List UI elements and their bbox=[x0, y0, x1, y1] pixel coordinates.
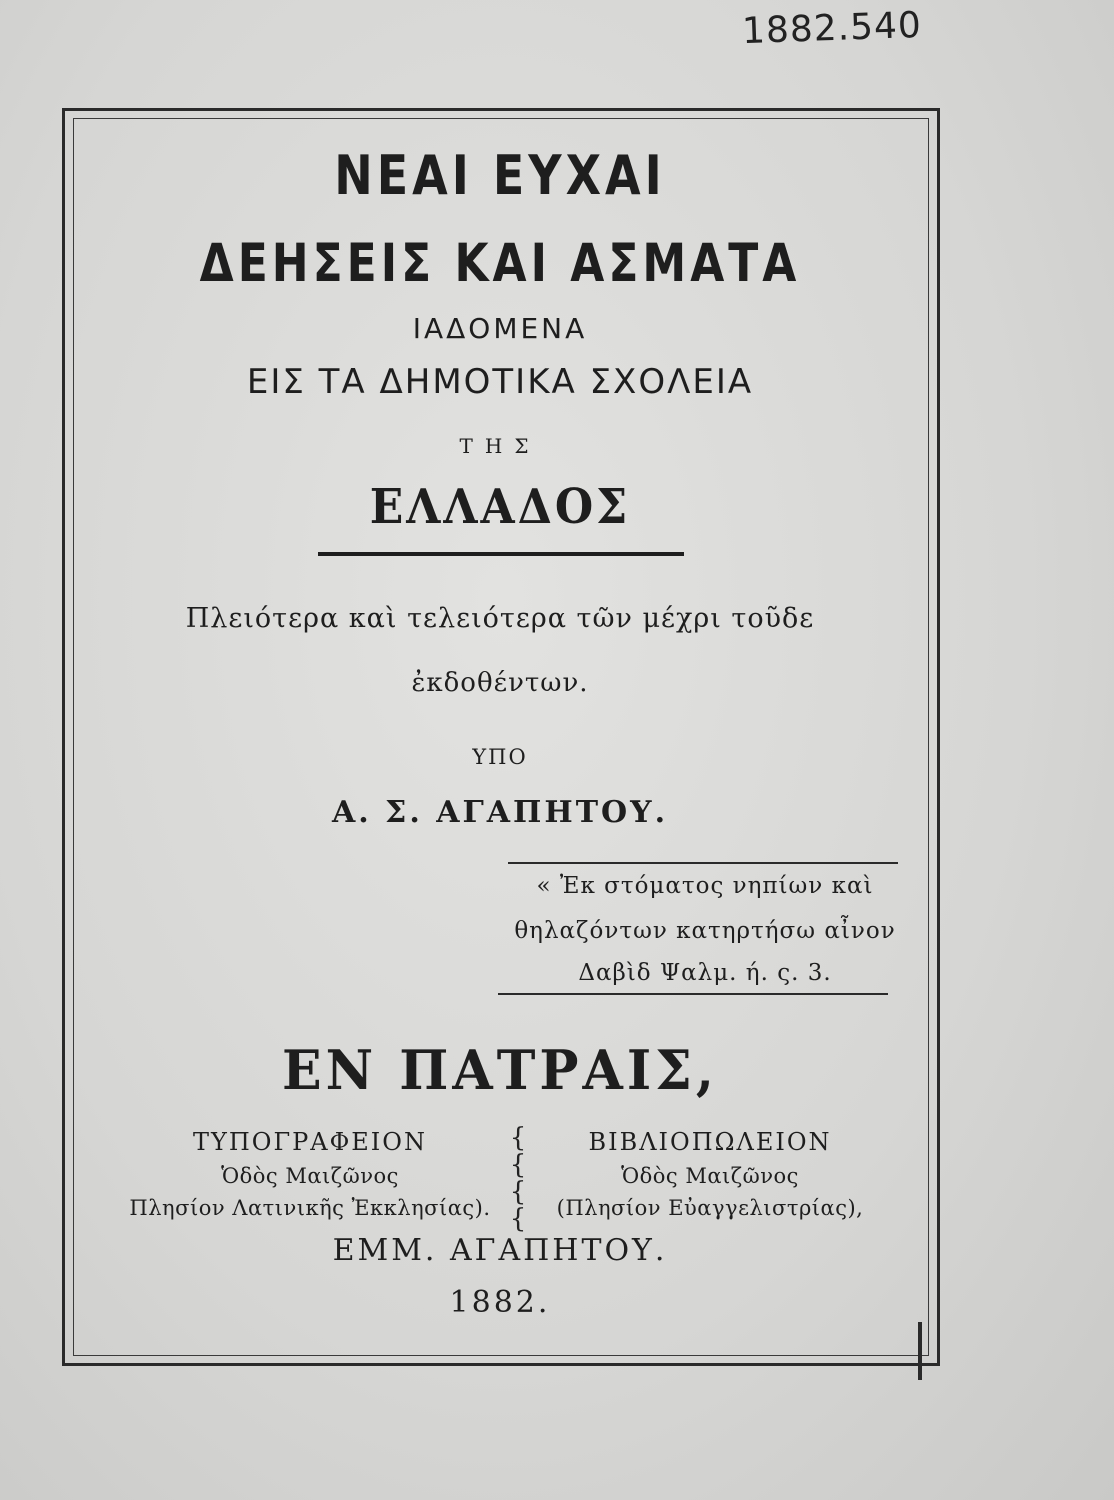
imprint-left-street: Ὁδὸς Μαιζῶνος bbox=[221, 1164, 399, 1188]
by-label: ΥΠΟ bbox=[472, 745, 528, 769]
subtitle-line-2: ΕΙΣ ΤΑ ΔΗΜΟΤΙΚΑ ΣΧΟΛΕΙΑ bbox=[246, 362, 754, 402]
country-heading: ΕΛΛΑΔΟΣ bbox=[369, 479, 631, 536]
epigraph-line-2: θηλαζόντων κατηρτήσω αἶνον bbox=[514, 918, 896, 944]
imprint-right-street: Ὁδὸς Μαιζῶνος bbox=[621, 1164, 799, 1188]
author-name: Α. Σ. ΑΓΑΠΗΤΟΥ. bbox=[331, 795, 669, 830]
imprint-bookshop bbox=[520, 1128, 900, 1228]
epigraph-line-3: Δαβὶδ Ψαλμ. ή. ς. 3. bbox=[578, 960, 832, 986]
description-line-2: ἐκδοθέντων. bbox=[411, 668, 589, 698]
printer-name: ΕΜΜ. ΑΓΑΠΗΤΟΥ. bbox=[332, 1233, 668, 1268]
imprint-right-heading: ΒΙΒΛΙΟΠΩΛΕΙΟΝ bbox=[588, 1128, 832, 1156]
title-line-2: ΔΕΗΣΕΙΣ ΚΑΙ ΑΣΜΑΤΑ bbox=[199, 232, 801, 295]
brace-ornament: { { { { bbox=[509, 1123, 527, 1234]
epigraph-rule-bottom bbox=[498, 993, 888, 995]
imprint-right-location: (Πλησίον Εὐαγγελιστρίας), bbox=[556, 1196, 864, 1220]
imprint-printing-house bbox=[120, 1128, 500, 1228]
epigraph-line-1: « Ἐκ στόματος νηπίων καὶ bbox=[536, 873, 874, 899]
epigraph-rule-top bbox=[508, 862, 898, 864]
description-line-1: Πλειότερα καὶ τελειότερα τῶν μέχρι τοῦδε bbox=[185, 603, 815, 634]
publication-place: ΕΝ ΠΑΤΡΑΙΣ, bbox=[281, 1038, 719, 1103]
shelfmark-handwritten: 1882.540 bbox=[741, 4, 923, 53]
publication-year: 1882. bbox=[449, 1285, 551, 1320]
imprint-left-location: Πλησίον Λατινικῆς Ἐκκλησίας). bbox=[129, 1196, 491, 1220]
imprint-left-heading: ΤΥΠΟΓΡΑΦΕΙΟΝ bbox=[193, 1128, 427, 1156]
subtitle-line-3: ΤΗΣ bbox=[459, 434, 541, 458]
border-edge-mark bbox=[918, 1322, 922, 1380]
title-line-1: ΝΕΑΙ ΕΥΧΑΙ bbox=[334, 143, 666, 207]
subtitle-line-1: ΙΑΔΟΜΕΝΑ bbox=[412, 312, 588, 345]
title-divider bbox=[318, 552, 684, 556]
